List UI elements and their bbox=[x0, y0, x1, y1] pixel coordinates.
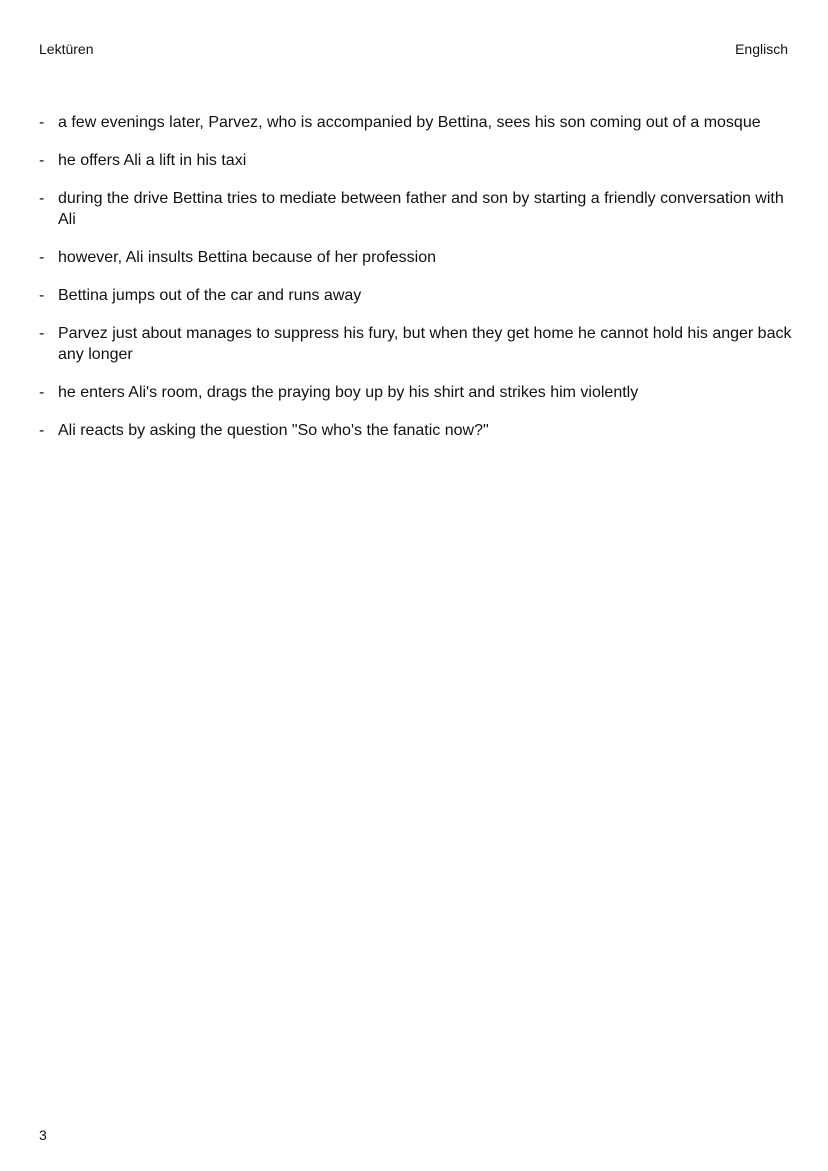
list-item: - Bettina jumps out of the car and runs away bbox=[39, 287, 362, 304]
list-item: - however, Ali insults Bettina because of her profession bbox=[39, 249, 436, 266]
header-left: Lektüren bbox=[39, 41, 94, 57]
list-item: - Parvez just about manages to suppress his fury, but when they get home he cannot hold his anger back any longer bbox=[39, 325, 792, 363]
list-item: - a few evenings later, Parvez, who is accompanied by Bettina, sees his son coming out of a mosque bbox=[39, 114, 761, 131]
bullet-list bbox=[39, 112, 799, 458]
header-right: Englisch bbox=[735, 41, 788, 57]
list-item: - he enters Ali's room, drags the praying boy up by his shirt and strikes him violently bbox=[39, 384, 639, 401]
list-item: - during the drive Bettina tries to mediate between father and son by starting a friendly conversation with Ali bbox=[39, 190, 784, 228]
list-item: - he offers Ali a lift in his taxi bbox=[39, 152, 247, 169]
list-item: - Ali reacts by asking the question "So who's the fanatic now?" bbox=[39, 422, 489, 439]
page-number: 3 bbox=[39, 1127, 47, 1143]
